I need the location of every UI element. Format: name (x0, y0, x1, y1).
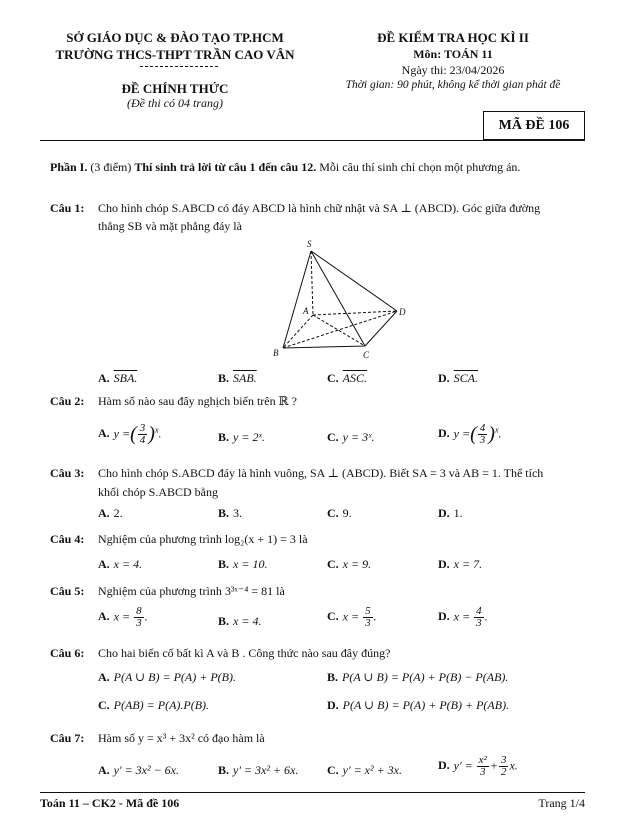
q7-option-d[interactable]: D. y' = $\frac{\text{x²}}{3}$ + $\frac{3}{2}$ x. (438, 754, 518, 778)
q5-option-a[interactable]: A. x = $\frac{8}{3}$ . (98, 605, 148, 629)
q3-option-b[interactable]: B. 3. (218, 506, 243, 520)
q2-option-d[interactable]: D. y =( $\frac{4}{3}$ )$^x$. (438, 422, 502, 446)
q2-label: Câu 2: (50, 394, 85, 408)
q7-option-a[interactable]: A. y' = 3x² − 6x. (98, 763, 180, 777)
edge-SD (311, 251, 397, 311)
q3-label: Câu 3: (50, 466, 85, 480)
edge-SA (311, 251, 313, 315)
header-rule (40, 140, 585, 141)
part1-heading (50, 158, 520, 176)
q3-option-a[interactable]: A. 2. (98, 506, 123, 520)
vertex-S: S (307, 239, 312, 249)
exam-date: Ngày thi: 23/04/2026 (401, 63, 505, 77)
q3-option-c[interactable]: C. 9. (327, 506, 352, 520)
part1-instruction: Mỗi câu thí sinh chỉ chọn một phương án. (319, 160, 521, 174)
q4-option-b[interactable]: B. x = 10. (218, 557, 268, 571)
q3-text-line1: Cho hình chóp S.ABCD đáy là hình vuông, SA ⊥ (ABCD). Biết SA = 3 và AB = 1. Thể tích (98, 466, 544, 480)
q1-option-c[interactable]: C. ASC. (327, 371, 368, 385)
q2-option-a[interactable]: A. y =( $\frac{3}{4}$ )$^x$. (98, 422, 162, 446)
edge-AC (313, 315, 365, 346)
edge-SB (283, 251, 311, 348)
part1-points: (3 điểm) (90, 160, 132, 174)
q6-option-c[interactable]: C. P(AB) = P(A).P(B). (98, 698, 210, 712)
q4-option-d[interactable]: D. x = 7. (438, 557, 483, 571)
q5-label: Câu 5: (50, 584, 85, 598)
q7-option-b[interactable]: B. y' = 3x² + 6x. (218, 763, 299, 777)
q7-text: Hàm số y = x³ + 3x² có đạo hàm là (98, 731, 265, 745)
q4-option-a[interactable]: A. x = 4. (98, 557, 143, 571)
footer-rule (40, 792, 585, 793)
q4-label: Câu 4: (50, 532, 85, 546)
q1-option-b[interactable]: B. SAB. (218, 371, 257, 385)
q1-option-d[interactable]: D. SCA. (438, 371, 479, 385)
q6-text: Cho hai biến cố bất kì A và B . Công thức nào sau đây đúng? (98, 646, 391, 660)
header-divider (140, 66, 218, 67)
exam-title: ĐỀ KIỂM TRA HỌC KÌ II (377, 30, 529, 45)
pages-note: (Đề thi có 04 trang) (127, 96, 223, 110)
q7-label: Câu 7: (50, 731, 85, 745)
page-number: Trang 1/4 (538, 796, 585, 810)
edge-BC (283, 346, 365, 348)
vertex-A: A (303, 306, 309, 316)
q2-text: Hàm số nào sau đây nghịch biến trên ℝ ? (98, 394, 297, 408)
q1-label: Câu 1: (50, 201, 85, 215)
q5-text: Nghiệm của phương trình 3³ˣ⁻⁴ = 81 là (98, 584, 285, 598)
part1-instruction-bold: Thí sinh trả lời từ câu 1 đến câu 12. (134, 160, 317, 174)
q2-option-b[interactable]: B. y = 2ˣ. (218, 430, 265, 444)
q7-option-c[interactable]: C. y' = x² + 3x. (327, 763, 403, 777)
pyramid-figure (265, 238, 415, 363)
q1-text-line1: Cho hình chóp S.ABCD có đáy ABCD là hình chữ nhật và SA ⊥ (ABCD). Góc giữa đường (98, 201, 541, 215)
q5-option-c[interactable]: C. x = $\frac{5}{3}$ . (327, 605, 377, 629)
part1-label: Phần I. (50, 160, 88, 174)
school-name: TRƯỜNG THCS-THPT TRẦN CAO VÂN (55, 47, 295, 62)
q3-option-d[interactable]: D. 1. (438, 506, 463, 520)
vertex-D: D (399, 307, 406, 317)
official-label: ĐỀ CHÍNH THỨC (121, 81, 229, 96)
vertex-B: B (273, 348, 279, 358)
q6-option-a[interactable]: A. P(A ∪ B) = P(A) + P(B). (98, 670, 236, 684)
q6-label: Câu 6: (50, 646, 85, 660)
edge-AD (313, 311, 397, 315)
q5-option-d[interactable]: D. x = $\frac{4}{3}$ . (438, 605, 488, 629)
department-name: SỞ GIÁO DỤC & ĐÀO TẠO TP.HCM (66, 30, 284, 45)
q4-option-c[interactable]: C. x = 9. (327, 557, 372, 571)
edge-SC (311, 251, 365, 346)
vertex-C: C (363, 350, 370, 360)
exam-duration: Thời gian: 90 phút, không kể thời gian phát đề (345, 79, 561, 91)
q1-text-line2: thẳng SB và mặt phẳng đáy là (98, 219, 242, 233)
q5-option-b[interactable]: B. x = 4. (218, 614, 262, 628)
q2-option-c[interactable]: C. y = 3ˣ. (327, 430, 375, 444)
exam-code-box: MÃ ĐỀ 106 (483, 111, 585, 140)
q4-text: Nghiệm của phương trình log₂(x + 1) = 3 là (98, 532, 308, 546)
footer-left: Toán 11 – CK2 - Mã đề 106 (40, 796, 180, 810)
q1-option-a[interactable]: A. SBA. (98, 371, 138, 385)
q6-option-b[interactable]: B. P(A ∪ B) = P(A) + P(B) − P(AB). (327, 670, 509, 684)
edge-CD (365, 311, 397, 346)
q3-text-line2: khối chóp S.ABCD bằng (98, 485, 218, 499)
subject: Môn: TOÁN 11 (413, 47, 493, 61)
q6-option-d[interactable]: D. P(A ∪ B) = P(A) + P(B) + P(AB). (327, 698, 510, 712)
